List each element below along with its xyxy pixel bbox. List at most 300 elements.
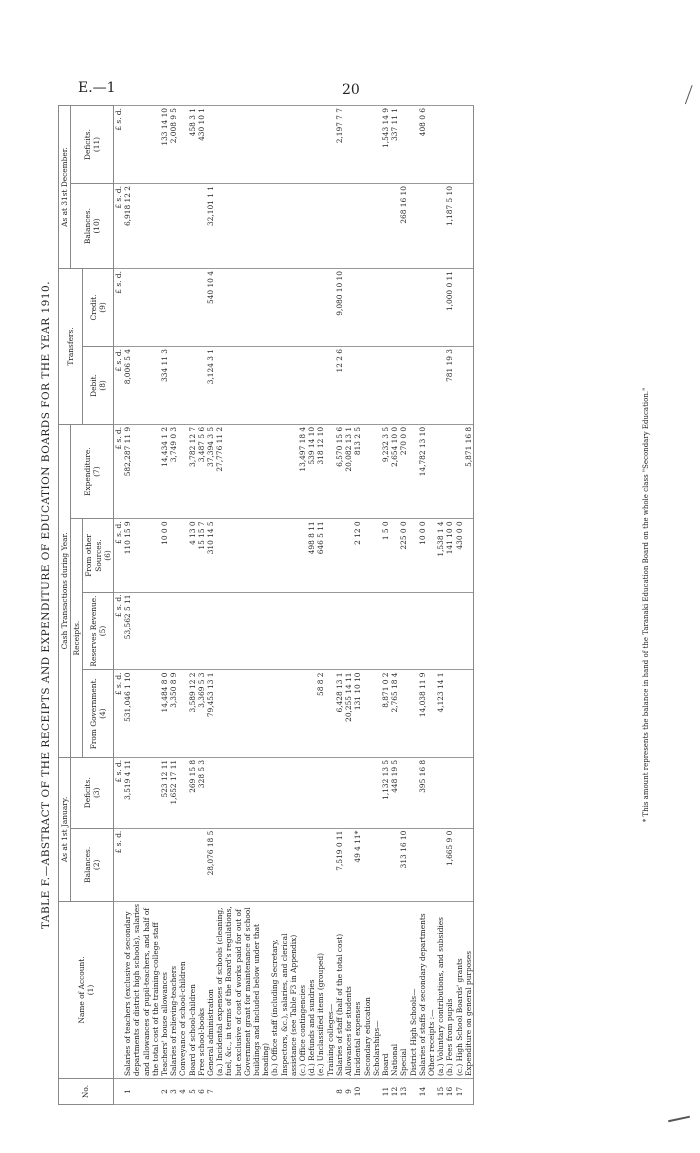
amount-cell: 8,006 5 4 [123,346,160,424]
amount-cell [178,106,187,184]
table-row [160,106,169,1105]
amount-cell [464,184,474,269]
amount-cell [363,424,372,518]
amount-cell [326,828,335,901]
amount-cell: 539 14 10 [307,424,316,518]
amount-cell [372,828,381,901]
amount-cell: 2,765 18 4 [390,670,399,757]
amount-cell: 131 10 10 [353,670,362,757]
amount-cell [464,757,474,828]
amount-cell [372,757,381,828]
amount-cell [197,592,206,670]
amount-cell [298,828,307,901]
table-row [445,106,454,1105]
amount-cell: 49 4 11* [353,828,362,901]
amount-cell [455,346,464,424]
amount-cell [326,519,335,592]
amount-cell: 10 0 0 [160,519,169,592]
amount-cell [455,106,464,184]
account-name: Salaries of staff (half of the total cost) [335,901,344,1078]
table-row [399,106,408,1105]
amount-cell: 1,538 1 4 [436,519,445,592]
table-row [326,106,335,1105]
account-name: Salaries of teachers (exclusive of secondary departments of district high schools), salaries and allowances of pupil-teachers, and half of the total cost of the training-college staff [123,901,160,1078]
amount-cell [363,184,372,269]
row-number [307,1079,316,1105]
amount-cell [363,269,372,347]
table-row [353,106,362,1105]
amount-cell: 28,076 18 5 [206,828,215,901]
amount-cell: 14,038 11 9 [418,670,427,757]
amount-cell [445,757,454,828]
amount-cell [123,269,160,347]
group-header-transfers: Transfers. [59,269,83,425]
col-header-6: From other Sources. (6) [83,519,114,592]
amount-cell [206,757,215,828]
amount-cell: 531,046 1 10 [123,670,160,757]
amount-cell [160,184,169,269]
amount-cell [169,519,178,592]
amount-cell: 133 14 10 [160,106,169,184]
amount-cell [455,670,464,757]
amount-cell [390,519,399,592]
amount-cell [381,269,390,347]
units-label: £ s. d. [114,106,124,184]
amount-cell [270,670,298,757]
amount-cell [372,106,381,184]
group-header-receipts: Receipts. [71,519,83,758]
amount-cell [298,670,307,757]
amount-cell [316,106,325,184]
amount-cell: 53,562 5 11 [123,592,160,670]
amount-cell [390,346,399,424]
amount-cell [307,757,316,828]
units-label: £ s. d. [114,346,124,424]
amount-cell [270,828,298,901]
amount-cell [409,757,418,828]
amount-cell [307,184,316,269]
units-label: £ s. d. [114,592,124,670]
amount-cell: 6,918 12 2 [123,184,160,269]
table-row [270,106,298,1105]
table-row [298,106,307,1105]
amount-cell: 4 13 0 [188,519,197,592]
amount-cell: 458 3 1 [188,106,197,184]
amount-cell [399,269,408,347]
amount-cell: 14,782 13 10 [418,424,427,518]
amount-cell [197,828,206,901]
amount-cell [409,670,418,757]
row-number: 12 [390,1079,399,1105]
amount-cell [215,757,270,828]
table-row [372,106,381,1105]
amount-cell [455,184,464,269]
amount-cell [178,828,187,901]
amount-cell [409,106,418,184]
amount-cell [418,592,427,670]
amount-cell: 6,570 15 6 [335,424,344,518]
units-label: £ s. d. [114,670,124,757]
row-number: 8 [335,1079,344,1105]
account-name: District High Schools— [409,901,418,1078]
amount-cell [427,184,436,269]
amount-cell [307,346,316,424]
amount-cell [316,184,325,269]
amount-cell [381,828,390,901]
account-name: Secondary education [363,901,372,1078]
amount-cell [178,269,187,347]
amount-cell: 141 10 0 [445,519,454,592]
amount-cell: 1 5 0 [381,519,390,592]
amount-cell [197,269,206,347]
amount-cell: 2,654 10 0 [390,424,399,518]
margin-mark [685,85,700,107]
row-number [427,1079,436,1105]
amount-cell: 27,776 11 2 [215,424,270,518]
amount-cell [363,592,372,670]
account-name: Salaries of staffs of secondary departments [418,901,427,1078]
col-header-4: From Government. (4) [83,670,114,757]
amount-cell [353,346,362,424]
row-number [326,1079,335,1105]
amount-cell: 79,453 13 1 [206,670,215,757]
amount-cell [270,184,298,269]
amount-cell [316,346,325,424]
amount-cell [427,106,436,184]
table-row [427,106,436,1105]
col-header-no: No. [59,1079,114,1105]
amount-cell [427,828,436,901]
account-name: Training colleges— [326,901,335,1078]
amount-cell: 1,665 9 0 [445,828,454,901]
table-title: TABLE F.—ABSTRACT OF THE RECEIPTS AND EXPENDITURE OF EDUCATION BOARDS FOR THE YEAR 1910. [40,280,52,930]
amount-cell: 110 15 9 [123,519,160,592]
amount-cell [464,519,474,592]
amount-cell: 3,487 5 6 [197,424,206,518]
units-label: £ s. d. [114,828,124,901]
amount-cell [363,828,372,901]
amount-cell [298,519,307,592]
amount-cell [409,184,418,269]
row-number: 16 [445,1079,454,1105]
amount-cell [307,828,316,901]
amount-cell [316,757,325,828]
row-number: 2 [160,1079,169,1105]
amount-cell: 10 0 0 [418,519,427,592]
table-row [363,106,372,1105]
amount-cell [363,757,372,828]
amount-cell [390,269,399,347]
amount-cell: 9,080 10 10 [335,269,344,347]
amount-cell [436,106,445,184]
amount-cell [436,424,445,518]
amount-cell: 328 5 3 [197,757,206,828]
amount-cell: 310 14 5 [206,519,215,592]
amount-cell [344,184,353,269]
units-label: £ s. d. [114,184,124,269]
amount-cell [381,346,390,424]
amount-cell [188,592,197,670]
amount-cell [372,592,381,670]
amount-cell [344,269,353,347]
group-header-cash: Cash Transactions during Year. [59,424,71,757]
amount-cell [353,184,362,269]
account-name: Teachers' house allowances [160,901,169,1078]
amount-cell [178,670,187,757]
amount-cell [464,269,474,347]
row-number: 14 [418,1079,427,1105]
table-row [316,106,325,1105]
amount-cell: 3,749 0 3 [169,424,178,518]
amount-cell [298,269,307,347]
amount-cell [344,346,353,424]
row-number: 9 [344,1079,353,1105]
amount-cell [455,592,464,670]
amount-cell [178,519,187,592]
amount-cell [436,184,445,269]
units-label: £ s. d. [114,424,124,518]
amount-cell: 813 2 5 [353,424,362,518]
amount-cell: 13,497 18 4 [298,424,307,518]
amount-cell [464,828,474,901]
row-number [464,1079,474,1105]
amount-cell [445,424,454,518]
amount-cell [455,269,464,347]
table-row [409,106,418,1105]
amount-cell: 58 8 2 [316,670,325,757]
amount-cell [409,346,418,424]
amount-cell [215,346,270,424]
col-header-9: Credit. (9) [83,269,114,347]
table-row [178,106,187,1105]
account-name: (c.) Office contingencies [298,901,307,1078]
amount-cell: 781 19 3 [445,346,454,424]
amount-cell [372,269,381,347]
amount-cell [353,757,362,828]
row-number: 1 [123,1079,160,1105]
amount-cell: 3,589 12 2 [188,670,197,757]
amount-cell [455,757,464,828]
amount-cell [298,757,307,828]
table-body [123,106,473,1105]
table-row [436,106,445,1105]
amount-cell [316,592,325,670]
amount-cell [436,346,445,424]
amount-cell: 1,652 17 11 [169,757,178,828]
amount-cell [298,346,307,424]
amount-cell [455,424,464,518]
amount-cell: 408 0 6 [418,106,427,184]
account-name: (b.) Fees from pupils [445,901,454,1078]
amount-cell: 6,428 13 1 [335,670,344,757]
amount-cell [344,828,353,901]
group-header-dec: As at 31st December. [59,106,71,269]
amount-cell [372,670,381,757]
table-row [464,106,474,1105]
amount-cell: 1,000 0 11 [445,269,454,347]
row-number [409,1079,418,1105]
amount-cell [335,592,344,670]
account-name: Free school-books [197,901,206,1078]
amount-cell: 3,369 5 3 [197,670,206,757]
amount-cell [160,592,169,670]
amount-cell [169,592,178,670]
amount-cell: 334 11 3 [160,346,169,424]
account-name: Board [381,901,390,1078]
row-number: 15 [436,1079,445,1105]
amount-cell: 14,434 1 2 [160,424,169,518]
amount-cell [298,106,307,184]
amount-cell [353,106,362,184]
amount-cell: 4,123 14 1 [436,670,445,757]
amount-cell: 498 8 11 [307,519,316,592]
amount-cell [399,592,408,670]
amount-cell [307,592,316,670]
amount-cell: 646 5 11 [316,519,325,592]
amount-cell [390,592,399,670]
amount-cell [436,757,445,828]
row-number: 13 [399,1079,408,1105]
amount-cell [372,346,381,424]
amount-cell [188,346,197,424]
amount-cell [178,184,187,269]
amount-cell [215,184,270,269]
row-number [372,1079,381,1105]
amount-cell [409,519,418,592]
row-number [316,1079,325,1105]
amount-cell: 2,008 9 5 [169,106,178,184]
amount-cell [445,592,454,670]
table-row [123,106,160,1105]
col-header-account: Name of Account. (1) [59,901,114,1078]
account-name: Special [399,901,408,1078]
table-row [307,106,316,1105]
table-row [418,106,427,1105]
amount-cell [427,592,436,670]
amount-cell [178,346,187,424]
amount-cell [197,346,206,424]
amount-cell [270,592,298,670]
table-row [215,106,270,1105]
group-header-jan: As at 1st January. [59,757,71,901]
row-number [298,1079,307,1105]
amount-cell [335,519,344,592]
amount-cell [326,184,335,269]
page-number: 20 [342,82,360,98]
amount-cell: 8,871 0 2 [381,670,390,757]
amount-cell [344,757,353,828]
row-number: 3 [169,1079,178,1105]
row-number [363,1079,372,1105]
account-name: (c.) High School Boards' grants [455,901,464,1078]
amount-cell: 582,287 11 9 [123,424,160,518]
row-number: 4 [178,1079,187,1105]
amount-cell [436,592,445,670]
account-name: (d.) Refunds and sundries [307,901,316,1078]
amount-cell [123,828,160,901]
amount-cell [464,346,474,424]
amount-cell: 318 12 10 [316,424,325,518]
account-name: Allowances for students [344,901,353,1078]
amount-cell [409,269,418,347]
table-row [455,106,464,1105]
table-row [188,106,197,1105]
amount-cell [298,592,307,670]
amount-cell: 15 15 7 [197,519,206,592]
amount-cell: 270 0 0 [399,424,408,518]
amount-cell [399,757,408,828]
amount-cell [399,106,408,184]
amount-cell [464,592,474,670]
amount-cell: 3,519 4 11 [123,757,160,828]
amount-cell [344,106,353,184]
amount-cell [409,828,418,901]
amount-cell [123,106,160,184]
amount-cell [335,757,344,828]
amount-cell [178,424,187,518]
amount-cell [215,269,270,347]
amount-cell [381,184,390,269]
col-header-10: Balances. (10) [71,184,114,269]
page-header-label: E.—1 [78,80,116,96]
amount-cell [307,670,316,757]
amount-cell [353,269,362,347]
amount-cell [326,424,335,518]
account-name: (b.) Office staff (including Secretary, Inspectors, &c.), salaries, and clerical assistance (see Table F3 in Appendix) [270,901,298,1078]
amount-cell [344,519,353,592]
account-name: Other receipts :— [427,901,436,1078]
amount-cell: 1,543 14 9 [381,106,390,184]
amount-cell: 448 19 5 [390,757,399,828]
amount-cell [169,184,178,269]
amount-cell: 268 16 10 [399,184,408,269]
amount-cell: 225 0 0 [399,519,408,592]
row-number: 10 [353,1079,362,1105]
account-name: Expenditure on general purposes [464,901,474,1078]
amount-cell [418,828,427,901]
table-row [390,106,399,1105]
row-number [270,1079,298,1105]
amount-cell: 395 16 8 [418,757,427,828]
units-label: £ s. d. [114,269,124,347]
amount-cell [169,346,178,424]
amount-cell [427,269,436,347]
amount-cell [169,269,178,347]
amount-cell [427,346,436,424]
amount-cell [270,424,298,518]
amount-cell [418,184,427,269]
amount-cell [464,106,474,184]
footnote: * This amount represents the balance in hand of the Taranaki Education Board on the whole class "Secondary Education." [642,387,650,823]
amount-cell [363,346,372,424]
amount-cell [188,184,197,269]
amount-cell: 430 0 0 [455,519,464,592]
account-name: (a.) Voluntary contributions, and subsidies [436,901,445,1078]
amount-cell [344,592,353,670]
amount-cell [399,670,408,757]
amount-cell [188,828,197,901]
amount-cell [427,424,436,518]
amount-cell: 20,255 14 11 [344,670,353,757]
amount-cell [363,106,372,184]
amount-cell [307,106,316,184]
account-name: General administration [206,901,215,1078]
amount-cell [215,106,270,184]
amount-cell: 20,082 13 1 [344,424,353,518]
amount-cell [188,269,197,347]
col-header-3: Deficits. (3) [71,757,114,828]
amount-cell [270,519,298,592]
